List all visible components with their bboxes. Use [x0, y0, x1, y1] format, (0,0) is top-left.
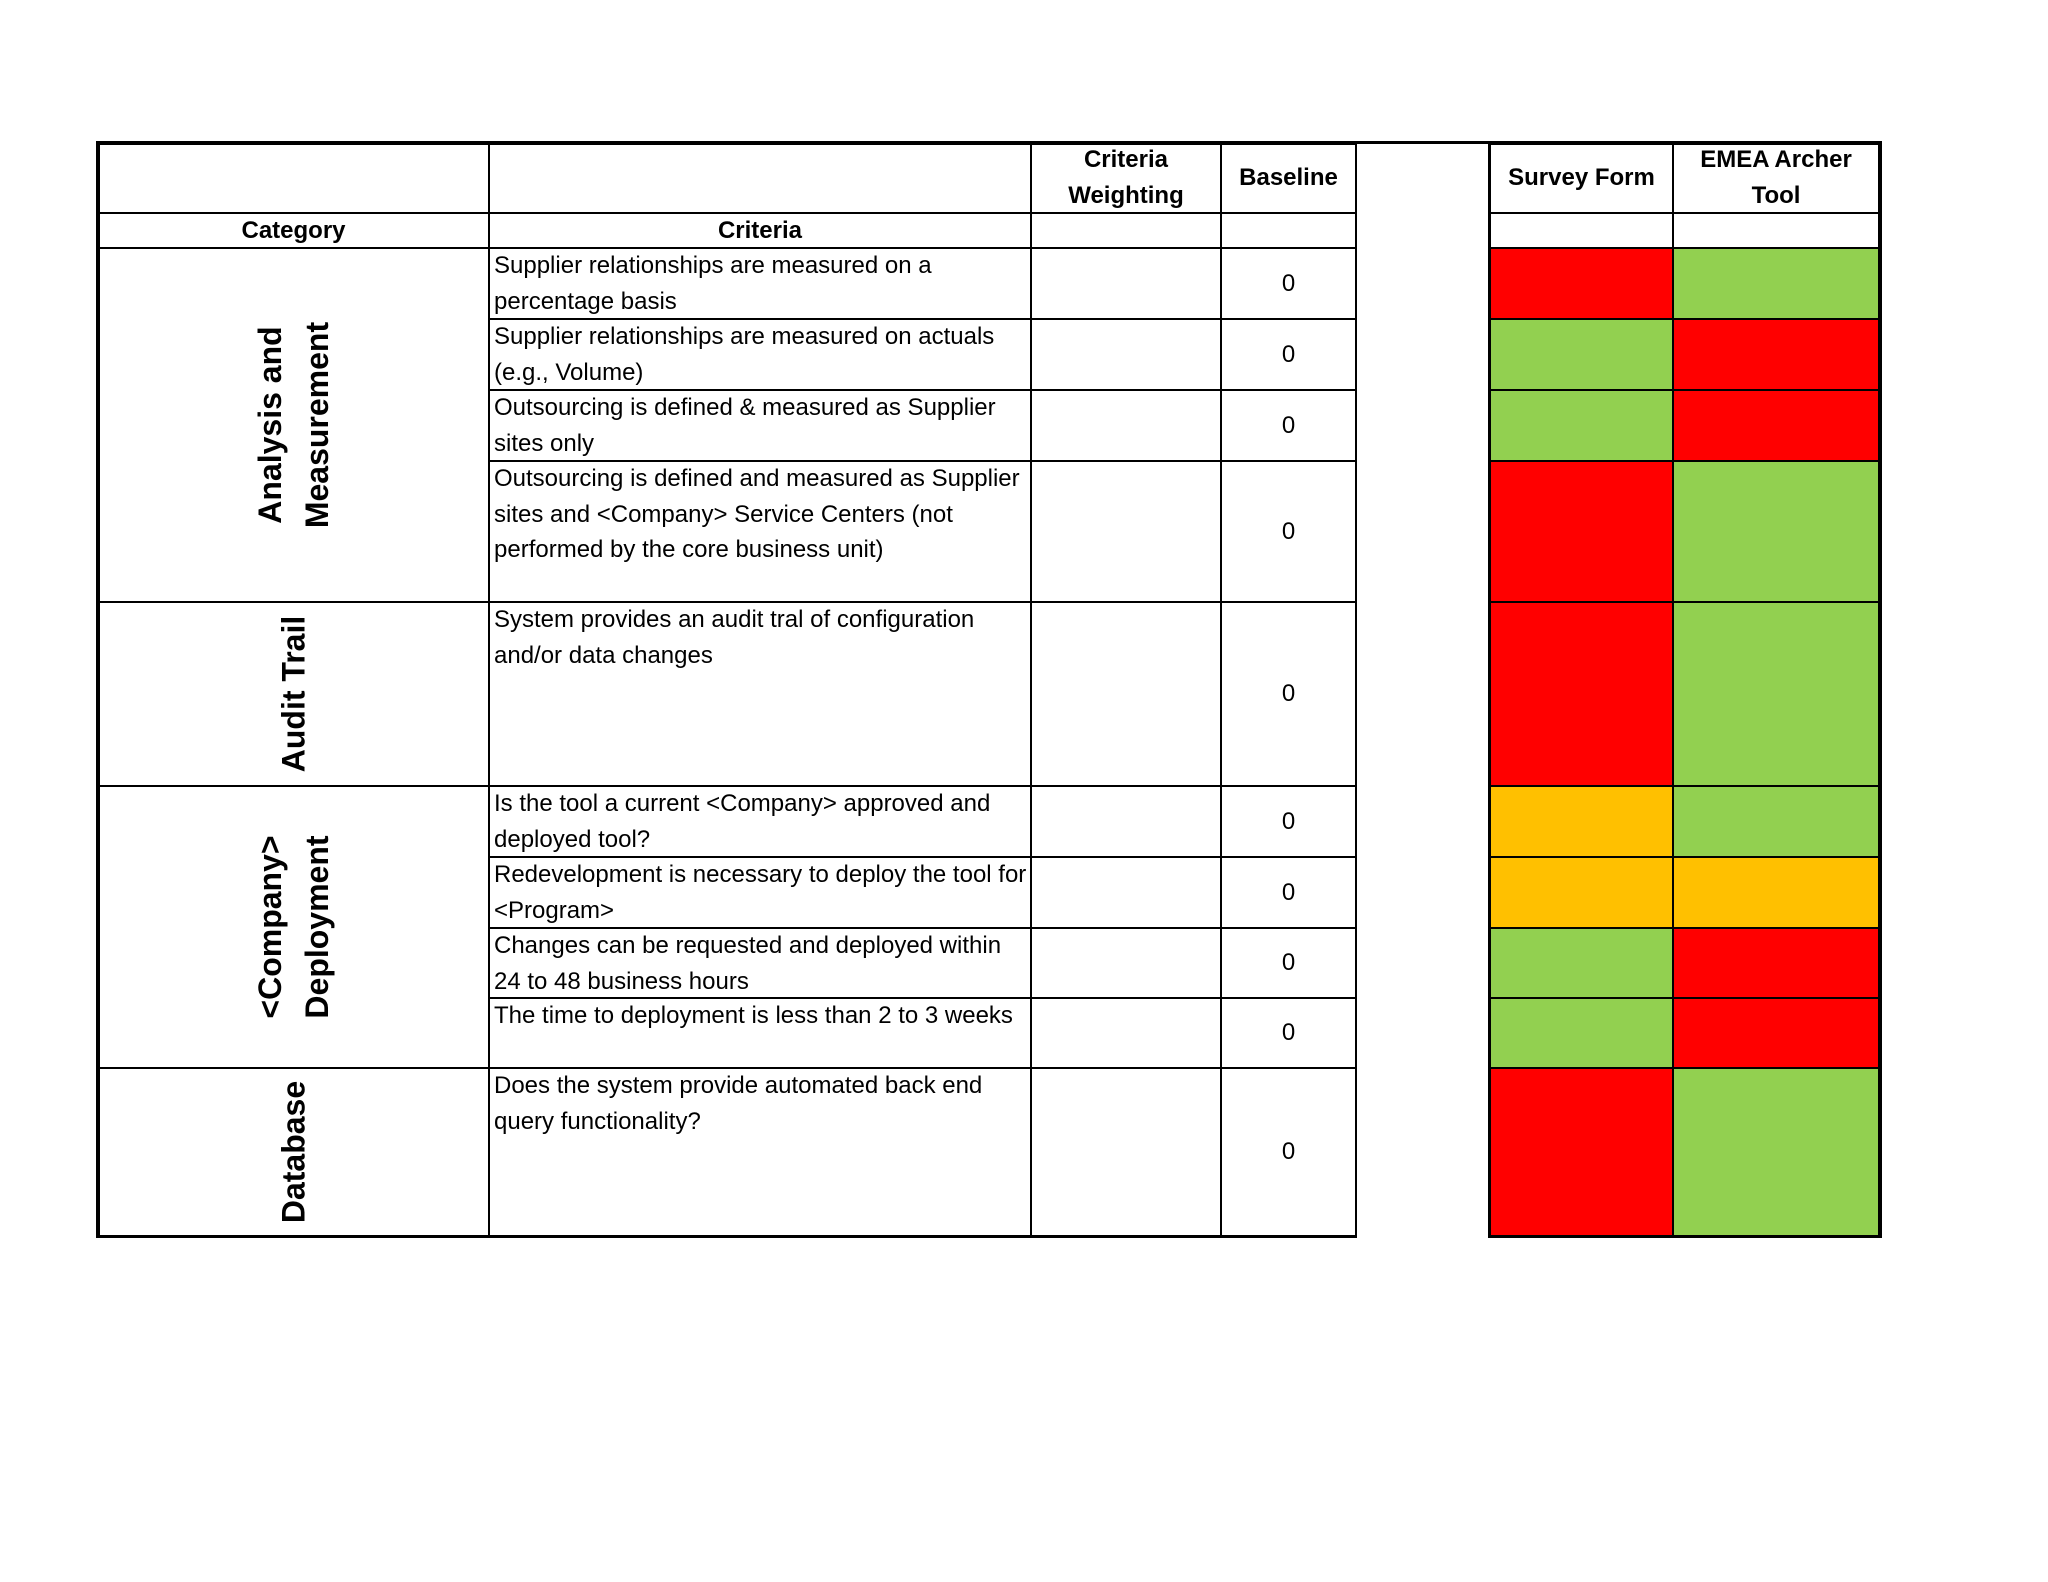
- criteria-cell: Changes can be requested and deployed within 24 to 48 business hours: [494, 932, 1002, 995]
- grid-line: [488, 389, 1357, 391]
- baseline-value: 0: [1281, 1138, 1296, 1165]
- criteria-cell: Outsourcing is defined and measured as Supplier sites and <Company> Service Centers (not performed by the core business unit): [494, 465, 1020, 563]
- grid-line: [96, 212, 1357, 214]
- grid-line: [488, 927, 1357, 929]
- baseline-value: 0: [1281, 340, 1296, 368]
- emea-archer-tool-header-text: EMEA Archer Tool: [1700, 146, 1852, 209]
- baseline-header-text: Baseline: [1239, 164, 1338, 191]
- criteria-weighting-cell: [1031, 390, 1221, 461]
- category-header-text: Category: [241, 216, 346, 244]
- criteria-weighting-cell: [1031, 786, 1221, 857]
- criteria-cell: Does the system provide automated back end query functionality?: [494, 1072, 983, 1135]
- baseline-value: 0: [1281, 878, 1296, 906]
- grid-line: [488, 997, 1357, 999]
- survey-form-rating: [1490, 602, 1673, 786]
- criteria-weighting-cell: [1031, 319, 1221, 390]
- emea-archer-rating: [1673, 998, 1879, 1068]
- survey-form-rating: [1490, 390, 1673, 461]
- baseline-value: 0: [1281, 680, 1296, 707]
- emea-archer-rating: [1673, 928, 1879, 998]
- criteria-weighting-cell: [1031, 461, 1221, 602]
- grid-line: [1220, 141, 1222, 1238]
- survey-form-header: [1490, 143, 1673, 213]
- baseline-header: [1221, 143, 1356, 213]
- criteria-cell: Supplier relationships are measured on actuals (e.g., Volume): [494, 323, 995, 386]
- baseline-value: 0: [1281, 517, 1296, 545]
- table-border-left: [96, 141, 100, 1238]
- category-cell: [98, 1068, 489, 1236]
- rating-table-border-left: [1488, 141, 1491, 1238]
- criteria-weighting-header: [1031, 143, 1221, 213]
- emea-archer-rating: [1673, 857, 1879, 928]
- grid-line: [96, 247, 1357, 249]
- grid-line: [1488, 212, 1882, 214]
- grid-line: [1488, 997, 1882, 999]
- survey-form-rating: [1490, 786, 1673, 857]
- grid-line: [1488, 318, 1882, 320]
- emea-archer-tool-header: [1673, 143, 1879, 213]
- survey-form-rating: [1490, 1068, 1673, 1236]
- grid-line: [1488, 856, 1882, 858]
- criteria-weighting-cell: [1031, 998, 1221, 1068]
- category-cell: [98, 786, 489, 1068]
- survey-form-rating: [1490, 857, 1673, 928]
- baseline-value: 0: [1281, 269, 1296, 297]
- category-cell: [98, 248, 489, 602]
- grid-line: [1672, 141, 1674, 1238]
- grid-line: [1488, 389, 1882, 391]
- survey-form-rating: [1490, 319, 1673, 390]
- category-label: Audit Trail: [275, 615, 311, 773]
- baseline-value: 0: [1281, 807, 1296, 835]
- table-border-top: [96, 141, 1356, 145]
- emea-archer-rating: [1673, 390, 1879, 461]
- emea-archer-rating: [1673, 602, 1879, 786]
- grid-line: [96, 1067, 1357, 1069]
- criteria-cell: Is the tool a current <Company> approved and deployed tool?: [494, 790, 991, 853]
- category-cell: [98, 602, 489, 786]
- survey-form-rating: [1490, 248, 1673, 319]
- grid-line: [1488, 247, 1882, 249]
- grid-line: [96, 601, 1357, 603]
- grid-line: [488, 318, 1357, 320]
- table-border-bottom: [96, 1235, 1357, 1238]
- survey-form-header-text: Survey Form: [1508, 164, 1655, 191]
- criteria-weighting-cell: [1031, 857, 1221, 928]
- survey-form-rating: [1490, 461, 1673, 602]
- rating-table-border-right: [1878, 141, 1882, 1238]
- grid-line: [488, 460, 1357, 462]
- criteria-header: [489, 213, 1031, 248]
- emea-archer-rating: [1673, 786, 1879, 857]
- grid-line: [488, 141, 490, 1238]
- criteria-cell: The time to deployment is less than 2 to 3 weeks: [494, 1002, 1013, 1029]
- criteria-cell: Redevelopment is necessary to deploy the tool for <Program>: [494, 861, 1027, 924]
- grid-line: [1488, 601, 1882, 603]
- baseline-value: 0: [1281, 1019, 1296, 1046]
- grid-line: [488, 856, 1357, 858]
- criteria-cell: Outsourcing is defined & measured as Supplier sites only: [494, 394, 996, 457]
- grid-line: [1488, 927, 1882, 929]
- criteria-weighting-cell: [1031, 602, 1221, 786]
- table-border-right: [1355, 141, 1357, 1238]
- category-label: <Company> Deployment: [251, 835, 335, 1019]
- category-header: [98, 213, 489, 248]
- emea-archer-rating: [1673, 461, 1879, 602]
- category-label: Analysis and Measurement: [251, 321, 335, 529]
- criteria-header-text: Criteria: [717, 216, 803, 244]
- criteria-weighting-cell: [1031, 928, 1221, 998]
- grid-line: [1030, 141, 1032, 1238]
- rating-table-border-bottom: [1488, 1235, 1882, 1238]
- criteria-weighting-cell: [1031, 248, 1221, 319]
- criteria-cell: System provides an audit tral of configuration and/or data changes: [494, 606, 975, 669]
- criteria-weighting-cell: [1031, 1068, 1221, 1236]
- grid-line: [1488, 785, 1882, 787]
- rating-table-border-top: [1488, 141, 1882, 145]
- survey-form-rating: [1490, 998, 1673, 1068]
- criteria-cell: Supplier relationships are measured on a percentage basis: [494, 252, 932, 315]
- survey-form-rating: [1490, 928, 1673, 998]
- criteria-weighting-header-text: Criteria Weighting: [1068, 146, 1184, 209]
- grid-line: [96, 785, 1357, 787]
- baseline-value: 0: [1281, 949, 1296, 976]
- grid-line: [1488, 1067, 1882, 1069]
- emea-archer-rating: [1673, 248, 1879, 319]
- emea-archer-rating: [1673, 319, 1879, 390]
- category-label: Database: [275, 1080, 311, 1224]
- baseline-value: 0: [1281, 411, 1296, 439]
- emea-archer-rating: [1673, 1068, 1879, 1236]
- grid-line: [1488, 460, 1882, 462]
- table-border-top-gap: [1356, 141, 1490, 144]
